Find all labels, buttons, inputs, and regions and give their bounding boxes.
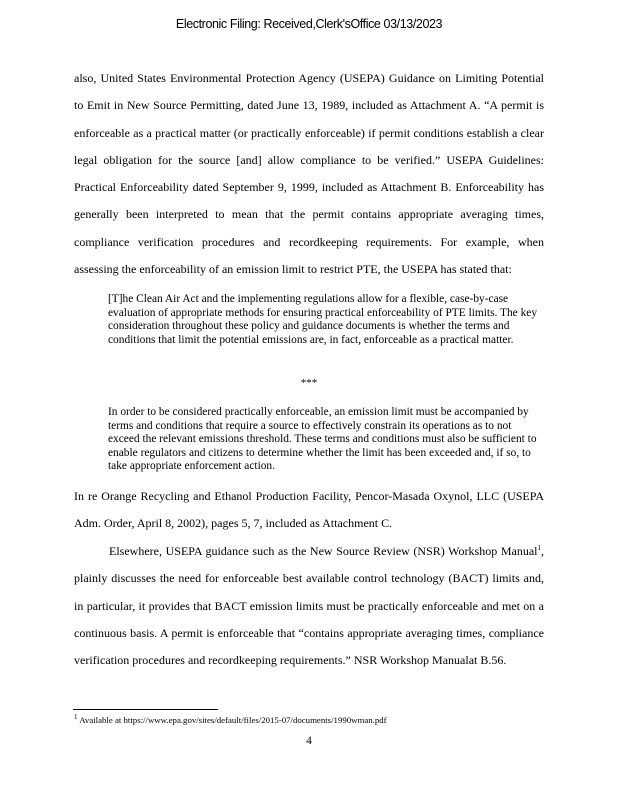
paragraph-1: also, United States Environmental Protection Agency (USEPA) Guidance on Limiting Potential to Emit in New Source Permitting, dated June 13, 1989, included as Attachment A. “A permit is enforceable as a practical matter (or practically enforceable) if permit conditions establish a clear legal obligation for the source [and] allow compliance to be verified.” USEPA Guidelines: Practical Enforceability dated September 9, 1999, included as Attachment B. Enforceability has generally been interpreted to mean that the permit contains appropriate averaging times, compliance verification procedures and recordkeeping requirements. For example, when assessing the enforceability of an emission limit to restrict PTE, the USEPA has stated that: — [74, 71, 544, 277]
page-number: 4 — [306, 735, 312, 747]
paragraph-2-text-start: Elsewhere, USEPA guidance such as the New Source Review (NSR) Workshop Manual — [109, 544, 538, 558]
paragraph-2 — [74, 538, 544, 674]
footnote-reference[interactable]: 1 — [537, 544, 541, 552]
block-quote-2: In order to be considered practically enforceable, an emission limit must be accompanied by terms and conditions that require a source to effectively constrain its operations as to not exceed the relevant emissions threshold. These terms and conditions must also be sufficient to enable regulators and citizens to determine whether the limit has been exceeded and, if so, to take appropriate enforcement action. — [108, 406, 537, 473]
block-quote-1: [T]he Clean Air Act and the implementing regulations allow for a flexible, case-by-case evaluation of appropriate methods for ensuring practical enforceability of PTE limits. The key consideration throughout these policy and guidance documents is whether the terms and conditions that limit the potential emissions are, in fact, enforceable as a practical matter. — [108, 293, 538, 346]
citation-paragraph: In re Orange Recycling and Ethanol Production Facility, Pencor-Masada Oxynol, LLC (USEPA Adm. Order, April 8, 2002), pages 5, 7, included as Attachment C. — [74, 489, 544, 531]
footnote-divider — [73, 709, 218, 710]
footnote-marker: 1 — [74, 713, 78, 722]
footnote — [74, 715, 544, 725]
footnote-text: Available at https://www.epa.gov/sites/default/files/2015-07/documents/1990wman.pdf — [79, 715, 387, 725]
paragraph-2-text-end: , plainly discusses the need for enforceable best available control technology (BACT) limits and, in particular, it provides that BACT emission limits must be practically enforceable and met on a continuous basis. A permit is enforceable that “contains appropriate averaging times, compliance verification procedures and recordkeeping requirements.” NSR Workshop Manualat B.56. — [74, 544, 544, 668]
section-separator: *** — [300, 377, 318, 389]
filing-stamp: Electronic Filing: Received,Clerk'sOffice 03/13/2023 — [175, 17, 443, 31]
